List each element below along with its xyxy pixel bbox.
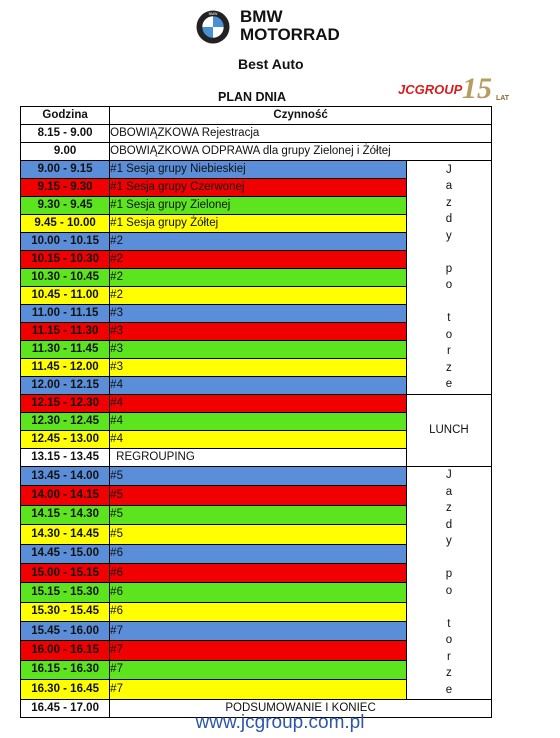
side-label-afternoon: [406, 467, 491, 700]
row-activity: #4: [110, 413, 407, 431]
row-time: 11.00 - 11.15: [21, 305, 110, 323]
row-time: 15.15 - 15.30: [21, 583, 110, 602]
table-row: [21, 395, 492, 413]
row-time: 11.45 - 12.00: [21, 359, 110, 377]
row-activity: #4: [110, 377, 407, 395]
row-activity: #6: [110, 583, 407, 602]
row-time: 9.00 - 9.15: [21, 161, 110, 179]
row-activity: #6: [110, 544, 407, 563]
row-time: 12.15 - 12.30: [21, 395, 110, 413]
row-time: 10.30 - 10.45: [21, 269, 110, 287]
svg-text:BMW: BMW: [208, 11, 218, 16]
row-activity: PODSUMOWANIE I KONIEC: [110, 699, 492, 717]
row-time: 16.45 - 17.00: [21, 699, 110, 717]
row-time: 14.00 - 14.15: [21, 486, 110, 505]
row-time: 9.00: [21, 143, 110, 161]
row-time: 13.45 - 14.00: [21, 467, 110, 486]
row-time: 8.15 - 9.00: [21, 125, 110, 143]
row-time: 10.00 - 10.15: [21, 233, 110, 251]
bmw-roundel-icon: [196, 10, 230, 44]
svg-text:15: 15: [462, 72, 492, 104]
table-row: [21, 125, 492, 143]
row-activity: #3: [110, 359, 407, 377]
row-activity: #2: [110, 269, 407, 287]
row-activity: #6: [110, 563, 407, 582]
row-time: 13.15 - 13.45: [21, 449, 110, 467]
side-label-afternoon-text: J a z d y p o t o r z e: [445, 469, 453, 696]
row-activity: #5: [110, 467, 407, 486]
row-time: 11.30 - 11.45: [21, 341, 110, 359]
side-label-lunch: LUNCH: [406, 395, 491, 467]
row-activity: #1 Sesja grupy Żółtej: [110, 215, 407, 233]
row-activity: #7: [110, 660, 407, 679]
row-activity: #5: [110, 486, 407, 505]
table-row: [21, 143, 492, 161]
footer-url[interactable]: www.jcgroup.com.pl: [195, 712, 365, 733]
row-activity: #3: [110, 305, 407, 323]
row-time: 16.30 - 16.45: [21, 680, 110, 699]
row-activity: #6: [110, 602, 407, 621]
schedule-table: [20, 106, 492, 718]
header-activity: Czynność: [110, 107, 492, 125]
svg-text:JCGROUP: JCGROUP: [398, 82, 463, 97]
row-activity: OBOWIĄZKOWA ODPRAWA dla grupy Zielonej i Żółtej: [110, 143, 492, 161]
row-time: 9.30 - 9.45: [21, 197, 110, 215]
brand-name: [240, 8, 340, 44]
row-time: 14.15 - 14.30: [21, 505, 110, 524]
page-title: PLAN DNIA: [218, 90, 287, 104]
brand-line-2: MOTORRAD: [240, 25, 340, 44]
row-activity: #7: [110, 622, 407, 641]
row-time: 12.00 - 12.15: [21, 377, 110, 395]
row-time: 10.45 - 11.00: [21, 287, 110, 305]
side-label-morning: [406, 161, 491, 395]
row-activity: #2: [110, 251, 407, 269]
header: [0, 0, 560, 110]
row-time: 9.45 - 10.00: [21, 215, 110, 233]
row-time: 12.45 - 13.00: [21, 431, 110, 449]
row-activity: OBOWIĄZKOWA Rejestracja: [110, 125, 492, 143]
row-time: 9.15 - 9.30: [21, 179, 110, 197]
table-row: [21, 161, 492, 179]
row-activity: #3: [110, 323, 407, 341]
header-time: Godzina: [21, 107, 110, 125]
row-activity: #5: [110, 525, 407, 544]
table-row: [21, 467, 492, 486]
jcgroup-logo-icon: [396, 70, 516, 104]
table-header-row: [21, 107, 492, 125]
row-time: 15.00 - 15.15: [21, 563, 110, 582]
row-activity: #3: [110, 341, 407, 359]
row-time: 16.00 - 16.15: [21, 641, 110, 660]
row-activity: #4: [110, 395, 407, 413]
row-activity: #5: [110, 505, 407, 524]
schedule-body: [21, 125, 492, 718]
row-activity: #7: [110, 641, 407, 660]
row-activity: #2: [110, 233, 407, 251]
row-time: 14.45 - 15.00: [21, 544, 110, 563]
brand-line-1: BMW: [240, 7, 283, 26]
row-time: 12.30 - 12.45: [21, 413, 110, 431]
row-time: 16.15 - 16.30: [21, 660, 110, 679]
row-activity: #2: [110, 287, 407, 305]
dealer-name: Best Auto: [238, 56, 304, 72]
row-activity: #1 Sesja grupy Niebieskiej: [110, 161, 407, 179]
side-label-morning-text: J a z d y p o t o r z e: [445, 163, 453, 391]
row-activity: REGROUPING: [110, 449, 407, 467]
row-activity: #1 Sesja grupy Zielonej: [110, 197, 407, 215]
row-time: 10.15 - 10.30: [21, 251, 110, 269]
row-time: 15.45 - 16.00: [21, 622, 110, 641]
svg-text:LAT: LAT: [496, 95, 510, 102]
row-time: 15.30 - 15.45: [21, 602, 110, 621]
row-activity: #7: [110, 680, 407, 699]
row-time: 14.30 - 14.45: [21, 525, 110, 544]
row-time: 11.15 - 11.30: [21, 323, 110, 341]
row-activity: #1 Sesja grupy Czerwonej: [110, 179, 407, 197]
row-activity: #4: [110, 431, 407, 449]
